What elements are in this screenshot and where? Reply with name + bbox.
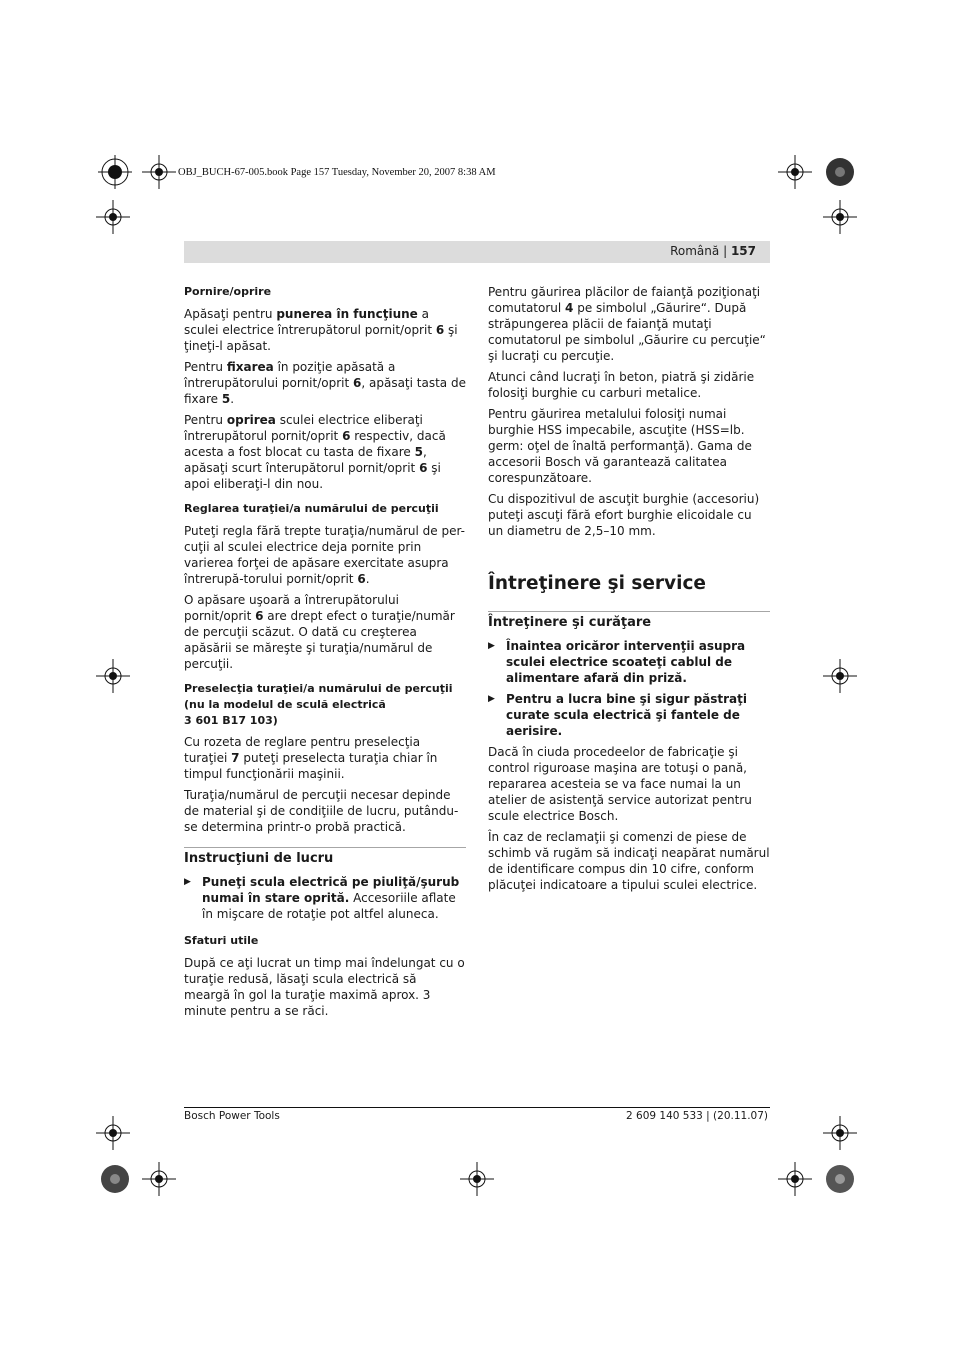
heading-reglarea: Reglarea turaţiei/a numărului de percuţii — [184, 502, 439, 515]
footer-doc-number: 2 609 140 533 | (20.11.07) — [626, 1110, 768, 1122]
paragraph: O apăsare uşoară a întrerupătorului pornit/oprit 6 are drept efect o turaţie/număr de percuţii scăzut. O dată cu creşterea apăsării se măreşte şi turaţia/numărul de percuţii. — [184, 593, 455, 671]
crosshair-register-icon — [823, 1116, 857, 1150]
header-separator: | — [723, 244, 728, 258]
paragraph: Pentru fixarea în poziţie apăsată a întrerupătorului pornit/oprit 6, apăsaţi tasta de fixare 5. — [184, 360, 466, 406]
crosshair-register-icon — [778, 155, 812, 189]
header-language: Română — [670, 244, 720, 258]
paragraph: Cu rozeta de reglare pentru preselecţia turaţiei 7 puteţi preselecta turaţia chiar în timpul funcţionării maşinii. — [184, 735, 438, 781]
right-column — [488, 284, 770, 898]
bullet-item: ▶ Pentru a lucra bine şi sigur păstraţi curate scula electrică şi fantele de aerisire. — [488, 692, 748, 738]
print-slug: OBJ_BUCH-67-005.book Page 157 Tuesday, November 20, 2007 8:38 AM — [178, 167, 496, 178]
paragraph: Pentru găurirea metalului folosiţi numai burghie HSS impecabile, ascuţite (HSS=lb. germ: oţel de înaltă performanţă). Gama de accesorii Bosch vă garantează calitatea corespunzătoare. — [488, 407, 752, 485]
bullet-item: ▶ Înaintea oricăror intervenţii asupra sculei electrice scoateţi cablul de alimentare afară din priză. — [488, 639, 746, 685]
paragraph: După ce aţi lucrat un timp mai îndelungat cu o turaţie redusă, lăsaţi scula electrică să meargă în gol la turaţie maximă aprox. 3 minute pentru a se răci. — [184, 956, 465, 1018]
paragraph: Cu dispozitivul de ascuţit burghie (accesoriu) puteţi ascuţi fără efort burghie elicoidale cu un diametru de 2,5–10 mm. — [488, 492, 760, 538]
paragraph: În caz de reclamaţii şi comenzi de piese de schimb vă rugăm să indicaţi neapărat numărul de identificare compus din 10 cifre, conform plăcuţei indicatoare a tipului sculei electrice. — [488, 830, 770, 892]
paragraph: Turaţia/numărul de percuţii necesar depinde de material şi de condiţiile de lucru, putându-se determina printr-o probă practică. — [184, 788, 459, 834]
crosshair-register-icon — [460, 1162, 494, 1196]
heading-pornire-oprire: Pornire/oprire — [184, 285, 272, 298]
paragraph: Puteţi regla fără trepte turaţia/numărul de per-cuţii al sculei electrice deja pornite prin varierea forţei de apăsare exercitate asupra întrerupă-torului pornit/oprit 6. — [184, 524, 465, 586]
crosshair-register-icon — [96, 200, 130, 234]
crosshair-register-icon — [98, 155, 132, 189]
header-text — [670, 244, 756, 258]
crosshair-register-icon — [823, 200, 857, 234]
footer-brand: Bosch Power Tools — [184, 1110, 280, 1122]
triangle-right-icon: ▶ — [488, 641, 495, 651]
starburst-wheel-icon — [823, 155, 857, 189]
paragraph: Apăsaţi pentru punerea în funcţiune a sculei electrice întrerupătorul pornit/oprit 6 şi ţineţi-l apăsat. — [184, 307, 458, 353]
crosshair-register-icon — [96, 1116, 130, 1150]
triangle-right-icon: ▶ — [488, 694, 495, 704]
paragraph: Dacă în ciuda procedeelor de fabricaţie şi control riguroase maşina are totuşi o pană, repararea acesteia se va face numai la un atelier de asistenţă service autorizat pentru scule electrice Bosch. — [488, 745, 752, 823]
starburst-wheel-icon — [823, 1162, 857, 1196]
footer-rule — [184, 1107, 770, 1108]
crosshair-register-icon — [778, 1162, 812, 1196]
starburst-wheel-icon — [98, 1162, 132, 1196]
paragraph: Pentru oprirea sculei electrice eliberaţi întrerupătorul pornit/oprit 6 respectiv, dacă acesta a fost blocat cu tasta de fixare 5, apăsaţi scurt înterupătorul pornit/oprit 6 şi apoi eliberaţi-l din nou. — [184, 413, 446, 491]
heading-intretinere-si-service: Întreţinere şi service — [488, 573, 706, 594]
page-header — [184, 241, 770, 263]
heading-intretinere-si-curatare: Întreţinere şi curăţare — [488, 611, 770, 632]
heading-preselectia: Preselecţia turaţiei/a numărului de percuţii (nu la modelul de sculă electrică 3 601 B17 103) — [184, 682, 453, 727]
crosshair-register-icon — [142, 1162, 176, 1196]
crosshair-register-icon — [823, 659, 857, 693]
crosshair-register-icon — [96, 659, 130, 693]
triangle-right-icon: ▶ — [184, 877, 191, 887]
heading-sfaturi-utile: Sfaturi utile — [184, 934, 259, 947]
crosshair-register-icon — [142, 155, 176, 189]
paragraph: Pentru găurirea plăcilor de faianţă poziţionaţi comutatorul 4 pe simbolul „Găurire“. După străpungerea plăcii de faianţă mutaţi comutatorul pe simbolul „Găurire cu percuţie“ şi lucraţi cu percuţie. — [488, 285, 766, 363]
bullet-item: ▶ Puneţi scula electrică pe piuliţă/şurub numai în stare oprită. Accesoriile aflate în mişcare de rotaţie pot altfel aluneca. — [184, 875, 460, 921]
heading-instructiuni-de-lucru: Instrucţiuni de lucru — [184, 847, 466, 868]
left-column — [184, 284, 466, 1024]
paragraph: Atunci când lucraţi în beton, piatră şi zidărie folosiţi burghie cu carburi metalice. — [488, 370, 755, 400]
page-number: 157 — [730, 244, 756, 258]
